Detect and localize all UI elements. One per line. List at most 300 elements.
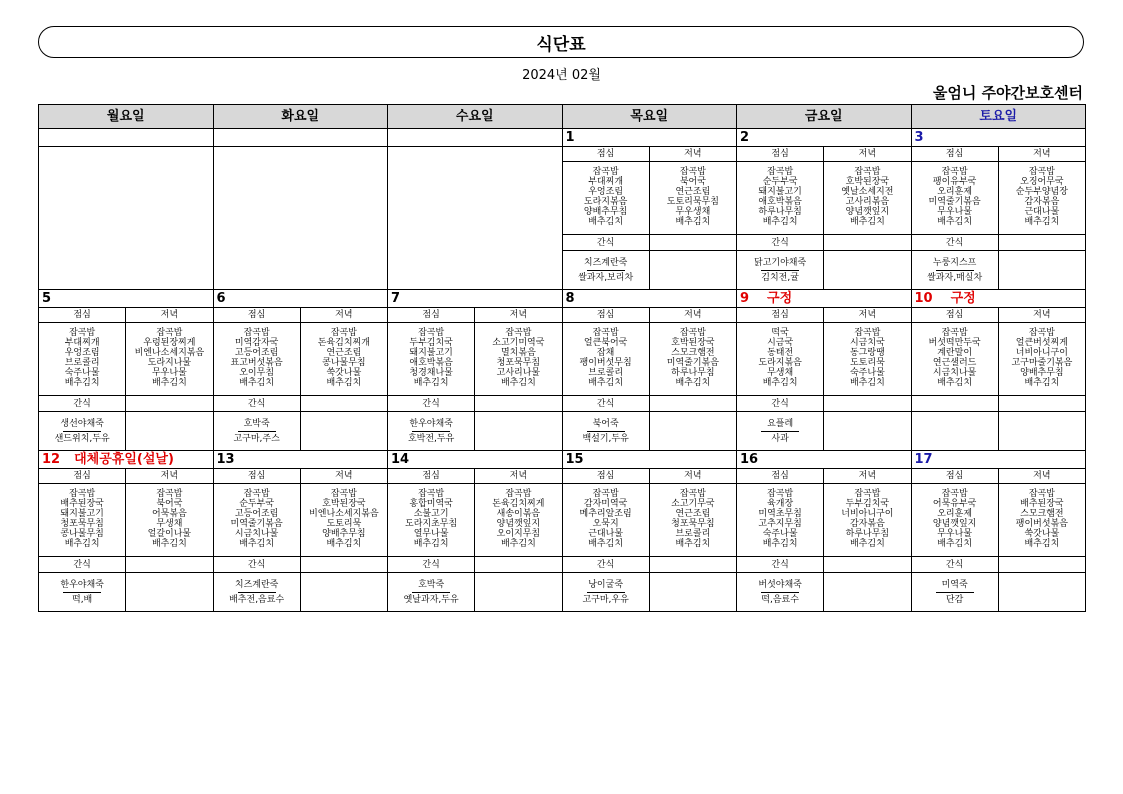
dinner-label: 저녁 [824, 147, 911, 162]
meal-label-row [39, 469, 1086, 484]
menu-item: 소불고기 [413, 509, 449, 519]
snack-1: 낭이굴죽 [588, 579, 624, 590]
dinner-menu [126, 323, 213, 396]
snack-1: 호박죽 [418, 579, 445, 590]
menu-item: 팽이버섯볶음 [1015, 519, 1068, 529]
menu-item: 도라지볶음 [583, 197, 628, 207]
lunch-menu [911, 162, 998, 235]
menu-item: 시금치나물 [932, 368, 977, 378]
snack-label-blank [998, 396, 1085, 412]
menu-item: 북어국 [156, 499, 183, 509]
menu-item: 잡곡밥 [243, 489, 270, 499]
snack-item-blank [475, 573, 562, 612]
menu-item: 배추김치 [151, 378, 187, 388]
lunch-menu [213, 484, 300, 557]
menu-item: 돼지불고기 [60, 509, 104, 519]
menu-item: 콩나물무침 [322, 358, 366, 368]
snack-label: 간식 [911, 235, 998, 251]
snack-1: 요플레 [767, 418, 794, 429]
snack-label-blank [300, 557, 387, 573]
menu-item: 소고기미역국 [492, 338, 545, 348]
menu-item: 잡곡밥 [418, 328, 445, 338]
lunch-menu [213, 323, 300, 396]
menu-item: 부대찌개 [588, 177, 624, 187]
meal-label-row [39, 147, 1086, 162]
snack-label-blank [475, 557, 562, 573]
dinner-menu [998, 323, 1085, 396]
menu-item: 배추김치 [937, 217, 973, 227]
menu-item: 하루나무침 [671, 368, 715, 378]
menu-item: 잡곡밥 [592, 167, 619, 177]
menu-item: 배추김치 [675, 217, 711, 227]
snack-2: 떡,배 [72, 594, 93, 605]
dinner-menu [824, 162, 911, 235]
dinner-label: 저녁 [475, 308, 562, 323]
snack-divider [63, 431, 101, 432]
menu-item: 홍합미역국 [409, 499, 453, 509]
snack-item-blank [824, 412, 911, 451]
menu-item: 콩나물무침 [60, 529, 104, 539]
dinner-label: 저녁 [300, 308, 387, 323]
snack-label-blank [998, 557, 1085, 573]
menu-item: 잡곡밥 [941, 489, 968, 499]
menu-item: 배추김치 [500, 539, 536, 549]
snack-items [737, 412, 824, 451]
holiday-note: 구정 [767, 291, 793, 306]
lunch-menu [562, 162, 649, 235]
menu-item: 양배추무침 [322, 529, 366, 539]
dinner-label: 저녁 [998, 308, 1085, 323]
menu-item: 열무나물 [413, 529, 449, 539]
menu-item: 미역줄기볶음 [230, 519, 283, 529]
snack-items [39, 573, 126, 612]
menu-item: 배추김치 [151, 539, 187, 549]
menu-item: 동태전 [767, 348, 794, 358]
menu-item: 배추김치 [1024, 378, 1060, 388]
snack-label-blank [475, 396, 562, 412]
snack-label-blank [998, 235, 1085, 251]
snack-divider [238, 431, 276, 432]
day-number: 8 [565, 291, 575, 306]
holiday-note: 구정 [950, 291, 976, 306]
menu-item: 잡곡밥 [156, 489, 183, 499]
snack-items [911, 412, 998, 451]
menu-item: 숙주나물 [762, 529, 798, 539]
menu-item: 도라지볶음 [758, 358, 802, 368]
snack-item-blank [649, 251, 736, 290]
dinner-menu [300, 484, 387, 557]
day-number: 5 [42, 291, 52, 306]
snack-1: 미역죽 [941, 579, 968, 590]
menu-item: 얼갈이나물 [147, 529, 192, 539]
menu-item: 브로콜리 [64, 358, 100, 368]
snack-label: 간식 [39, 557, 126, 573]
snack-label: 간식 [39, 396, 126, 412]
day-date-cell [737, 451, 912, 469]
menu-item: 배추김치 [937, 378, 973, 388]
snack-1: 생선야채죽 [60, 418, 104, 429]
menu-item: 잡곡밥 [679, 328, 706, 338]
menu-item: 잡곡밥 [941, 167, 968, 177]
menu-item: 배추김치 [588, 378, 624, 388]
dinner-label: 저녁 [998, 469, 1085, 484]
menu-item: 잡곡밥 [854, 167, 881, 177]
day-date-cell [911, 290, 1086, 308]
menu-item: 배추된장국 [1020, 499, 1064, 509]
menu-item: 잡곡밥 [418, 489, 445, 499]
snack-label-blank [300, 396, 387, 412]
snack-2: 고구마,우유 [582, 594, 629, 605]
day-date-cell [388, 129, 563, 147]
dinner-menu [475, 323, 562, 396]
menu-item: 양념깻잎지 [496, 519, 541, 529]
menu-item: 고등어조림 [234, 509, 279, 519]
snack-1: 버섯야채죽 [758, 579, 802, 590]
menu-item: 너비아니구이 [1015, 348, 1068, 358]
menu-item: 배추김치 [413, 378, 449, 388]
menu-item: 청포묵무침 [496, 358, 541, 368]
menu-item: 도토리묵무침 [666, 197, 719, 207]
menu-item: 미역줄기볶음 [666, 358, 719, 368]
week-date-row [39, 451, 1086, 469]
snack-label-blank [824, 557, 911, 573]
day-number: 6 [216, 291, 226, 306]
empty-day [388, 147, 563, 290]
lunch-label: 점심 [737, 308, 824, 323]
menu-item: 미역줄기볶음 [928, 197, 981, 207]
day-number: 16 [740, 452, 759, 467]
lunch-label: 점심 [562, 469, 649, 484]
lunch-menu [737, 323, 824, 396]
weekday-header-4: 금요일 [737, 105, 912, 129]
snack-items [39, 412, 126, 451]
menu-item: 호박된장국 [671, 338, 715, 348]
menu-item: 잡곡밥 [592, 489, 619, 499]
snack-1: 한우야채죽 [409, 418, 453, 429]
snack-label: 간식 [213, 557, 300, 573]
meal-label-row [39, 308, 1086, 323]
snack-item-blank [649, 412, 736, 451]
menu-item: 고등어조림 [234, 348, 279, 358]
snack-1: 누룽지스프 [932, 257, 977, 268]
lunch-menu [562, 484, 649, 557]
day-date-cell [39, 290, 214, 308]
snack-2: 단감 [945, 594, 964, 605]
lunch-menu [388, 323, 475, 396]
menu-item: 잡곡밥 [679, 167, 706, 177]
weekday-header-3: 목요일 [562, 105, 737, 129]
menu-item: 두부김치국 [409, 338, 453, 348]
lunch-menu [388, 484, 475, 557]
snack-2: 샌드위치,두유 [54, 433, 110, 444]
day-number: 1 [565, 130, 575, 145]
snack-label: 간식 [737, 396, 824, 412]
snack-divider [761, 270, 799, 271]
snack-divider [412, 592, 450, 593]
dinner-label: 저녁 [126, 308, 213, 323]
snack-label: 간식 [388, 396, 475, 412]
day-date-cell [562, 290, 737, 308]
menu-item: 팽이유부국 [932, 177, 977, 187]
lunch-label: 점심 [911, 469, 998, 484]
lunch-label: 점심 [737, 147, 824, 162]
dinner-label: 저녁 [649, 308, 736, 323]
day-date-cell [213, 451, 388, 469]
snack-item-blank [300, 412, 387, 451]
day-date-cell [737, 290, 912, 308]
menu-item: 오징어무국 [1020, 177, 1064, 187]
menu-item: 어묵유부국 [932, 499, 977, 509]
menu-item: 잡곡밥 [243, 328, 270, 338]
snack-1: 치즈계란죽 [583, 257, 628, 268]
menu-item: 우렁된장찌게 [143, 338, 196, 348]
snack-item-blank [126, 412, 213, 451]
snack-label-blank [649, 557, 736, 573]
snack-label: 간식 [213, 396, 300, 412]
snack-divider [761, 431, 799, 432]
empty-day [39, 147, 214, 290]
dinner-menu [824, 323, 911, 396]
snack-items [911, 573, 998, 612]
menu-item: 멸치볶음 [500, 348, 536, 358]
menu-item: 팽이버섯무침 [579, 358, 632, 368]
snack-divider [587, 592, 625, 593]
menu-item: 북어국 [679, 177, 706, 187]
day-date-cell [388, 290, 563, 308]
menu-item: 잡곡밥 [69, 328, 96, 338]
snack-2: 호박전,두유 [407, 433, 455, 444]
dinner-label: 저녁 [824, 308, 911, 323]
dinner-menu [998, 162, 1085, 235]
snack-label-row [39, 396, 1086, 412]
day-number: 10 [914, 291, 933, 306]
snack-label: 간식 [388, 557, 475, 573]
menu-item: 계란말이 [937, 348, 973, 358]
menu-row [39, 323, 1086, 396]
day-number: 14 [391, 452, 410, 467]
snack-divider [238, 592, 276, 593]
menu-item: 돼지불고기 [758, 187, 802, 197]
menu-item: 얼큰버섯찌게 [1015, 338, 1068, 348]
menu-item: 떡국 [771, 328, 789, 338]
day-date-cell [213, 129, 388, 147]
snack-label: 간식 [737, 557, 824, 573]
snack-2: 김치전,귤 [761, 272, 799, 283]
day-number: 12 [42, 452, 61, 467]
day-date-cell [911, 129, 1086, 147]
menu-item: 잡곡밥 [330, 328, 357, 338]
menu-item: 순두부양념장 [1015, 187, 1068, 197]
menu-item: 무생채 [767, 368, 794, 378]
lunch-menu [911, 484, 998, 557]
dinner-label: 저녁 [824, 469, 911, 484]
menu-item: 잡곡밥 [592, 328, 619, 338]
day-number: 7 [391, 291, 401, 306]
day-number: 2 [740, 130, 750, 145]
menu-item: 숙주나물 [64, 368, 100, 378]
day-number: 13 [216, 452, 235, 467]
menu-item: 쑥갓나물 [1024, 529, 1060, 539]
center-name: 울엄니 주야간보호센터 [932, 84, 1083, 102]
menu-item: 돈육김치찌개 [317, 338, 370, 348]
weekday-header-0: 월요일 [39, 105, 214, 129]
lunch-label: 점심 [388, 469, 475, 484]
menu-item: 브로콜리 [675, 529, 711, 539]
snack-label-blank [649, 396, 736, 412]
menu-item: 배추김치 [762, 217, 798, 227]
snack-divider [587, 270, 625, 271]
menu-item: 우엉조림 [588, 187, 624, 197]
menu-item: 잡곡밥 [854, 489, 881, 499]
lunch-label: 점심 [388, 308, 475, 323]
menu-item: 돼지불고기 [409, 348, 453, 358]
menu-item: 배추김치 [1024, 217, 1060, 227]
snack-label-blank [824, 235, 911, 251]
weekday-header-row [39, 105, 1086, 129]
menu-item: 배추김치 [239, 378, 275, 388]
menu-item: 연근조림 [326, 348, 362, 358]
menu-item: 미역초무침 [758, 509, 802, 519]
dinner-label: 저녁 [300, 469, 387, 484]
menu-item: 무우나물 [937, 207, 973, 217]
menu-item: 근대나물 [1024, 207, 1060, 217]
menu-item: 배추김치 [326, 539, 362, 549]
menu-item: 배추김치 [64, 378, 100, 388]
menu-item: 얼큰북어국 [583, 338, 628, 348]
snack-2: 떡,음료수 [761, 594, 799, 605]
menu-item: 배추김치 [64, 539, 100, 549]
menu-item: 쑥갓나물 [326, 368, 362, 378]
menu-item: 배추김치 [849, 378, 885, 388]
snack-item-blank [998, 251, 1085, 290]
dinner-menu [824, 484, 911, 557]
menu-item: 배추김치 [588, 217, 624, 227]
dinner-menu [649, 162, 736, 235]
menu-item: 고사리나물 [496, 368, 541, 378]
lunch-label: 점심 [911, 147, 998, 162]
snack-item-row [39, 573, 1086, 612]
meal-calendar [38, 104, 1086, 612]
menu-item: 우엉조림 [64, 348, 100, 358]
snack-item-blank [824, 573, 911, 612]
menu-item: 잡곡밥 [156, 328, 183, 338]
menu-item: 오묵지 [592, 519, 619, 529]
lunch-label: 점심 [213, 469, 300, 484]
snack-1: 북어죽 [592, 418, 619, 429]
lunch-menu [911, 323, 998, 396]
menu-item: 무우나물 [937, 529, 973, 539]
menu-item: 연근샐러드 [932, 358, 977, 368]
snack-items [737, 573, 824, 612]
menu-item: 연근조림 [675, 509, 711, 519]
snack-1: 호박죽 [243, 418, 270, 429]
day-date-cell [39, 451, 214, 469]
menu-item: 고추지무침 [758, 519, 802, 529]
weekday-header-5: 토요일 [911, 105, 1086, 129]
snack-label-blank [824, 396, 911, 412]
menu-item: 숙주나물 [849, 368, 885, 378]
day-number: 15 [565, 452, 584, 467]
menu-item: 감자볶음 [1024, 197, 1060, 207]
snack-label [911, 396, 998, 412]
menu-item: 잡곡밥 [767, 489, 794, 499]
day-date-cell [562, 451, 737, 469]
menu-item: 시금치나물 [234, 529, 279, 539]
menu-item: 도토리묵 [326, 519, 362, 529]
menu-item: 배추김치 [937, 539, 973, 549]
snack-label: 간식 [737, 235, 824, 251]
menu-item: 양배추무침 [583, 207, 628, 217]
lunch-menu [39, 484, 126, 557]
snack-items [213, 412, 300, 451]
menu-item: 잡곡밥 [505, 489, 532, 499]
menu-item: 무우생채 [675, 207, 711, 217]
menu-item: 오이무침 [239, 368, 275, 378]
snack-items [562, 251, 649, 290]
menu-item: 호박된장국 [322, 499, 366, 509]
menu-item: 육개장 [767, 499, 794, 509]
menu-item: 양념깻잎지 [932, 519, 977, 529]
snack-item-row [39, 412, 1086, 451]
snack-item-blank [649, 573, 736, 612]
dinner-menu [649, 323, 736, 396]
dinner-menu [300, 323, 387, 396]
dinner-label: 저녁 [475, 469, 562, 484]
menu-item: 버섯떡만두국 [928, 338, 981, 348]
snack-2: 쌀과자,보리차 [578, 272, 634, 283]
menu-item: 잡곡밥 [330, 489, 357, 499]
menu-item: 브로콜리 [588, 368, 624, 378]
menu-item: 잡곡밥 [1028, 328, 1055, 338]
menu-item: 돈육김치찌게 [492, 499, 545, 509]
snack-item-blank [475, 412, 562, 451]
menu-item: 순두부국 [762, 177, 798, 187]
dinner-label: 저녁 [998, 147, 1085, 162]
snack-divider [761, 592, 799, 593]
weekday-header-1: 화요일 [213, 105, 388, 129]
menu-item: 두부김치국 [845, 499, 890, 509]
menu-item: 새송이볶음 [496, 509, 541, 519]
week-date-row [39, 129, 1086, 147]
snack-2: 백설기,두유 [582, 433, 629, 444]
menu-item: 고사리볶음 [845, 197, 890, 207]
menu-item: 배추김치 [849, 217, 885, 227]
lunch-label: 점심 [562, 147, 649, 162]
menu-item: 스모크햄전 [671, 348, 715, 358]
snack-items [388, 573, 475, 612]
snack-item-blank [998, 573, 1085, 612]
menu-item: 하루나무침 [758, 207, 802, 217]
snack-label-blank [649, 235, 736, 251]
menu-item: 고구마줄기볶음 [1011, 358, 1073, 368]
snack-1: 닭고기야채죽 [754, 257, 807, 268]
dinner-label: 저녁 [649, 469, 736, 484]
snack-label-blank [126, 557, 213, 573]
snack-label-blank [126, 396, 213, 412]
menu-item: 배추된장국 [60, 499, 104, 509]
weekday-header-2: 수요일 [388, 105, 563, 129]
lunch-label: 점심 [911, 308, 998, 323]
menu-item: 스모크햄전 [1020, 509, 1064, 519]
menu-item: 오리훈제 [937, 187, 973, 197]
day-number: 3 [914, 130, 924, 145]
menu-item: 미역감자국 [234, 338, 279, 348]
menu-item: 양배추무침 [1020, 368, 1064, 378]
year-month: 2024년 02월 [522, 68, 601, 83]
snack-item-blank [300, 573, 387, 612]
lunch-label: 점심 [39, 469, 126, 484]
snack-2: 사과 [771, 433, 789, 444]
